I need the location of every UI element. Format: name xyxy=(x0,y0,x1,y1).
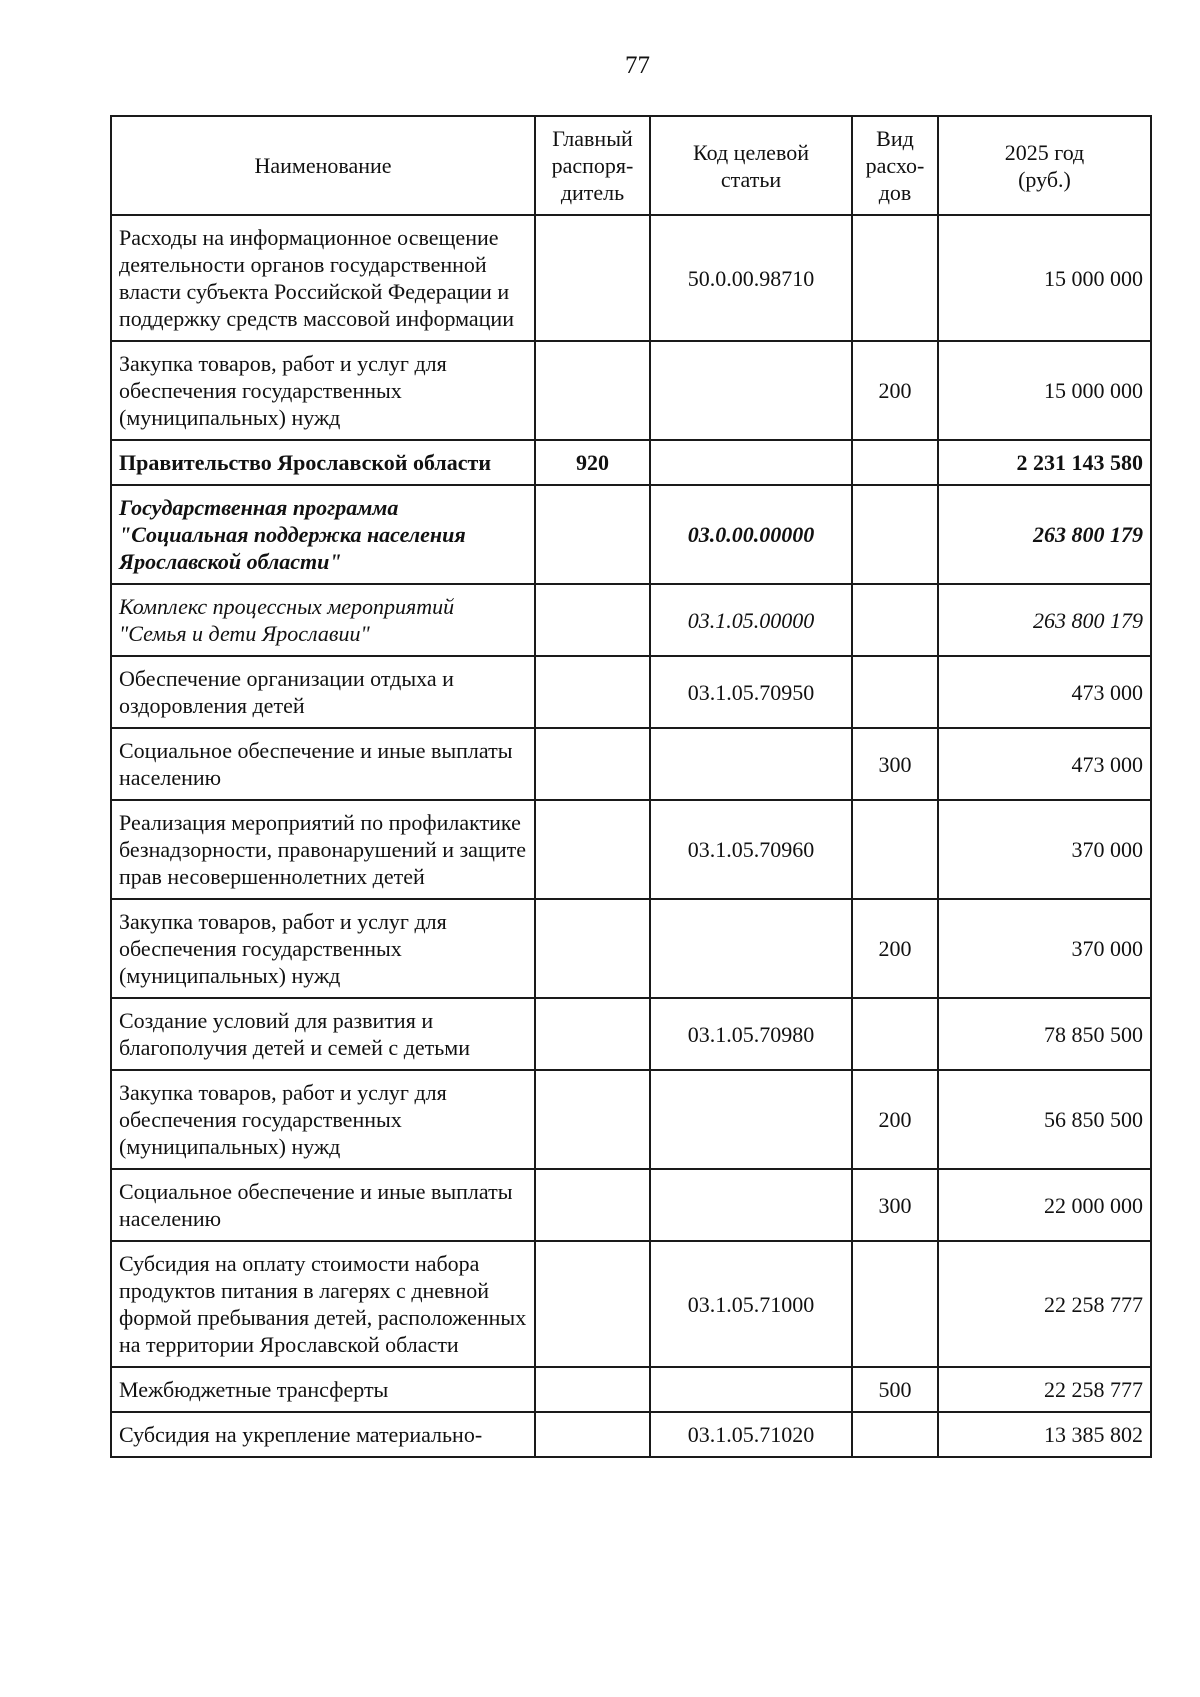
cell-amount: 56 850 500 xyxy=(938,1070,1151,1169)
cell-main-manager xyxy=(535,1241,650,1367)
cell-expense-type: 200 xyxy=(852,899,938,998)
cell-expense-type xyxy=(852,998,938,1070)
cell-amount: 473 000 xyxy=(938,728,1151,800)
budget-table xyxy=(110,115,1152,1458)
header-name xyxy=(111,116,535,215)
cell-main-manager xyxy=(535,656,650,728)
cell-main-manager xyxy=(535,899,650,998)
cell-name: Межбюджетные трансферты xyxy=(111,1367,535,1412)
table-row xyxy=(111,800,1151,899)
cell-target-code: 03.1.05.70960 xyxy=(650,800,852,899)
header-amount-text: 2025 год (руб.) xyxy=(1004,139,1085,192)
cell-target-code: 50.0.00.98710 xyxy=(650,215,852,341)
cell-amount: 473 000 xyxy=(938,656,1151,728)
cell-name: Субсидия на оплату стоимости набора продуктов питания в лагерях с дневной формой пребывания детей, расположенных на территории Ярославской области xyxy=(111,1241,535,1367)
table-row xyxy=(111,899,1151,998)
cell-name: Комплекс процессных мероприятий "Семья и дети Ярославии" xyxy=(111,584,535,656)
header-target-code-text: Код целевой статьи xyxy=(693,139,809,192)
cell-amount: 22 000 000 xyxy=(938,1169,1151,1241)
page-number: 77 xyxy=(625,52,650,79)
cell-amount: 370 000 xyxy=(938,899,1151,998)
cell-target-code: 03.1.05.71020 xyxy=(650,1412,852,1457)
header-amount xyxy=(938,116,1151,215)
cell-expense-type: 300 xyxy=(852,1169,938,1241)
cell-name: Обеспечение организации отдыха и оздоровления детей xyxy=(111,656,535,728)
table-body xyxy=(111,215,1151,1457)
cell-amount: 263 800 179 xyxy=(938,584,1151,656)
header-main-manager xyxy=(535,116,650,215)
cell-name: Социальное обеспечение и иные выплаты населению xyxy=(111,1169,535,1241)
cell-name: Правительство Ярославской области xyxy=(111,440,535,485)
cell-expense-type xyxy=(852,1241,938,1367)
cell-amount: 13 385 802 xyxy=(938,1412,1151,1457)
cell-expense-type xyxy=(852,215,938,341)
cell-main-manager xyxy=(535,341,650,440)
table-row xyxy=(111,1169,1151,1241)
table-row xyxy=(111,1070,1151,1169)
table-header-row xyxy=(111,116,1151,215)
table-row xyxy=(111,1412,1151,1457)
header-target-code xyxy=(650,116,852,215)
cell-name: Субсидия на укрепление материально- xyxy=(111,1412,535,1457)
cell-name: Реализация мероприятий по профилактике безнадзорности, правонарушений и защите прав несовершеннолетних детей xyxy=(111,800,535,899)
cell-target-code xyxy=(650,440,852,485)
cell-main-manager xyxy=(535,584,650,656)
cell-expense-type xyxy=(852,656,938,728)
cell-amount: 15 000 000 xyxy=(938,341,1151,440)
cell-target-code: 03.0.00.00000 xyxy=(650,485,852,584)
cell-expense-type: 500 xyxy=(852,1367,938,1412)
header-expense-type xyxy=(852,116,938,215)
cell-amount: 2 231 143 580 xyxy=(938,440,1151,485)
header-expense-type-text: Вид расхо- дов xyxy=(865,126,925,205)
cell-target-code xyxy=(650,728,852,800)
cell-expense-type xyxy=(852,800,938,899)
table-row xyxy=(111,485,1151,584)
cell-amount: 78 850 500 xyxy=(938,998,1151,1070)
cell-expense-type: 300 xyxy=(852,728,938,800)
table-row xyxy=(111,215,1151,341)
cell-main-manager xyxy=(535,1367,650,1412)
cell-expense-type: 200 xyxy=(852,1070,938,1169)
cell-name: Закупка товаров, работ и услуг для обеспечения государственных (муниципальных) нужд xyxy=(111,1070,535,1169)
cell-target-code xyxy=(650,899,852,998)
cell-main-manager xyxy=(535,1169,650,1241)
table-row xyxy=(111,440,1151,485)
cell-amount: 370 000 xyxy=(938,800,1151,899)
cell-amount: 22 258 777 xyxy=(938,1367,1151,1412)
cell-expense-type xyxy=(852,1412,938,1457)
cell-main-manager xyxy=(535,1412,650,1457)
cell-name: Государственная программа "Социальная поддержка населения Ярославской области" xyxy=(111,485,535,584)
cell-main-manager: 920 xyxy=(535,440,650,485)
cell-expense-type xyxy=(852,485,938,584)
cell-main-manager xyxy=(535,485,650,584)
cell-name: Закупка товаров, работ и услуг для обеспечения государственных (муниципальных) нужд xyxy=(111,341,535,440)
table-row xyxy=(111,1241,1151,1367)
cell-target-code: 03.1.05.71000 xyxy=(650,1241,852,1367)
table-row xyxy=(111,1367,1151,1412)
cell-target-code: 03.1.05.00000 xyxy=(650,584,852,656)
cell-main-manager xyxy=(535,215,650,341)
cell-expense-type xyxy=(852,440,938,485)
cell-name: Создание условий для развития и благополучия детей и семей с детьми xyxy=(111,998,535,1070)
header-name-text: Наименование xyxy=(254,153,392,178)
table-row xyxy=(111,341,1151,440)
cell-amount: 22 258 777 xyxy=(938,1241,1151,1367)
table-row xyxy=(111,584,1151,656)
cell-target-code: 03.1.05.70980 xyxy=(650,998,852,1070)
cell-expense-type: 200 xyxy=(852,341,938,440)
cell-amount: 15 000 000 xyxy=(938,215,1151,341)
cell-main-manager xyxy=(535,1070,650,1169)
table-row xyxy=(111,998,1151,1070)
cell-main-manager xyxy=(535,728,650,800)
cell-target-code xyxy=(650,1367,852,1412)
cell-name: Социальное обеспечение и иные выплаты населению xyxy=(111,728,535,800)
cell-main-manager xyxy=(535,998,650,1070)
table-row xyxy=(111,728,1151,800)
cell-target-code: 03.1.05.70950 xyxy=(650,656,852,728)
cell-name: Расходы на информационное освещение деятельности органов государственной власти субъекта Российской Федерации и поддержку средств массовой информации xyxy=(111,215,535,341)
table-row xyxy=(111,656,1151,728)
cell-target-code xyxy=(650,341,852,440)
cell-main-manager xyxy=(535,800,650,899)
cell-name: Закупка товаров, работ и услуг для обеспечения государственных (муниципальных) нужд xyxy=(111,899,535,998)
cell-expense-type xyxy=(852,584,938,656)
cell-amount: 263 800 179 xyxy=(938,485,1151,584)
header-main-manager-text: Главный распоря- дитель xyxy=(551,126,634,205)
cell-target-code xyxy=(650,1169,852,1241)
cell-target-code xyxy=(650,1070,852,1169)
